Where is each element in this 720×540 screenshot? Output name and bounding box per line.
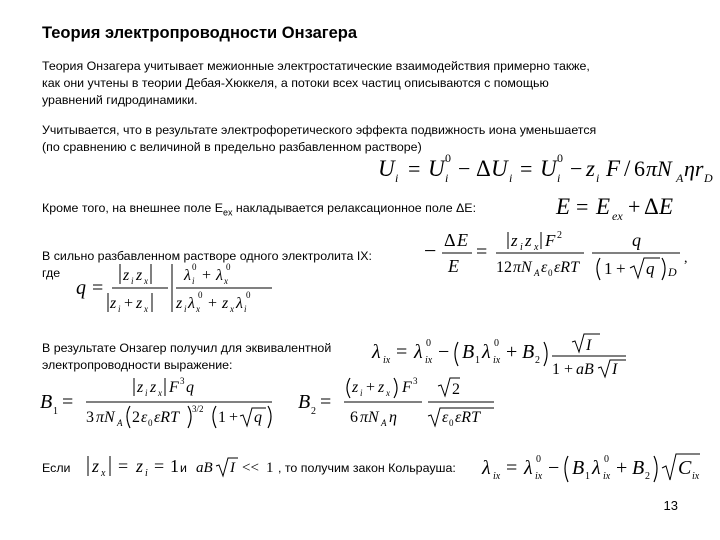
- svg-text:λ: λ: [236, 295, 243, 312]
- svg-text:ix: ix: [535, 471, 543, 482]
- paragraph-intro: [42, 58, 590, 109]
- svg-text:i: i: [244, 304, 247, 314]
- svg-text:−: −: [570, 156, 583, 181]
- svg-text:0: 0: [604, 454, 609, 465]
- svg-text:6: 6: [350, 409, 358, 426]
- svg-text:1: 1: [475, 355, 480, 366]
- svg-text:εRT: εRT: [554, 259, 579, 276]
- svg-text:+: +: [202, 267, 212, 284]
- formula-condition: [196, 452, 276, 480]
- svg-text:0: 0: [226, 262, 231, 272]
- svg-text:i: i: [145, 388, 148, 398]
- formula-mobility: [378, 150, 713, 186]
- text-line: где: [42, 266, 61, 280]
- svg-text:2: 2: [132, 409, 140, 426]
- svg-text:6: 6: [634, 156, 645, 181]
- svg-text:ix: ix: [692, 471, 700, 482]
- svg-text:+: +: [506, 341, 518, 363]
- svg-text:1: 1: [266, 460, 274, 476]
- svg-text:0: 0: [494, 338, 499, 349]
- svg-text:ηr: ηr: [684, 156, 704, 181]
- svg-text:1: 1: [604, 259, 613, 278]
- svg-text:B: B: [298, 391, 311, 413]
- svg-text:λ: λ: [592, 457, 601, 479]
- svg-text:U: U: [428, 156, 445, 181]
- paragraph-result: [42, 340, 331, 374]
- svg-text:z: z: [586, 156, 595, 181]
- svg-text:B: B: [40, 391, 53, 413]
- svg-text:ix: ix: [493, 471, 501, 482]
- svg-text:U: U: [491, 156, 508, 181]
- svg-text:i: i: [395, 171, 399, 185]
- svg-text:i: i: [360, 388, 363, 398]
- svg-text:=: =: [408, 156, 421, 181]
- svg-text:λ: λ: [188, 295, 195, 312]
- svg-text:1: 1: [218, 409, 226, 426]
- svg-text:z: z: [110, 295, 117, 312]
- svg-text:+: +: [229, 409, 239, 426]
- svg-text:−: −: [438, 341, 450, 363]
- svg-text:+: +: [366, 379, 376, 396]
- svg-text:i: i: [145, 468, 148, 479]
- svg-text:E: E: [457, 230, 468, 250]
- svg-text:3: 3: [413, 376, 418, 386]
- svg-text:+: +: [616, 259, 626, 278]
- svg-text:x: x: [230, 304, 234, 314]
- svg-text:λ: λ: [482, 457, 491, 479]
- text-line: (по сравнению с величиной в предельно разбавленном растворе): [42, 140, 422, 154]
- svg-text:x: x: [158, 388, 162, 398]
- svg-text:=: =: [576, 194, 589, 219]
- svg-text:=: =: [118, 456, 129, 476]
- svg-text:i: i: [118, 304, 121, 314]
- svg-text:z: z: [92, 456, 100, 476]
- svg-text:z: z: [136, 295, 143, 312]
- svg-text:εRT: εRT: [455, 409, 480, 426]
- svg-text:1: 1: [170, 456, 179, 476]
- svg-text:=: =: [92, 277, 104, 299]
- formula-q: [76, 260, 276, 314]
- svg-text:1: 1: [53, 406, 58, 417]
- svg-text:q: q: [646, 259, 655, 278]
- svg-text:i: i: [131, 276, 134, 286]
- svg-text:i: i: [192, 276, 195, 286]
- svg-text:η: η: [389, 409, 397, 426]
- svg-text:λ: λ: [372, 341, 381, 363]
- svg-text:ix: ix: [603, 471, 611, 482]
- svg-text:q: q: [76, 277, 86, 299]
- svg-text:+: +: [616, 457, 628, 479]
- svg-text:A: A: [676, 171, 684, 185]
- svg-text:A: A: [534, 268, 540, 278]
- svg-text:0: 0: [426, 338, 431, 349]
- svg-text:12: 12: [496, 259, 512, 276]
- text-line: В сильно разбавленном растворе одного электролита IX:: [42, 249, 372, 263]
- svg-text:=: =: [520, 156, 533, 181]
- svg-text:2: 2: [452, 381, 460, 398]
- svg-text:=: =: [396, 341, 408, 363]
- svg-text:ex: ex: [612, 209, 623, 223]
- text-line: уравнений гидродинамики.: [42, 93, 198, 107]
- svg-text:πN: πN: [360, 409, 379, 426]
- svg-text:i: i: [184, 304, 187, 314]
- svg-text:=: =: [506, 457, 518, 479]
- svg-text:aB: aB: [196, 460, 213, 476]
- svg-text:Δ: Δ: [444, 230, 456, 250]
- svg-text:ix: ix: [493, 355, 501, 366]
- svg-text:=: =: [476, 241, 488, 263]
- svg-text:z: z: [136, 267, 143, 284]
- svg-text:x: x: [386, 388, 390, 398]
- formula-conductivity: [372, 330, 632, 380]
- svg-text:I: I: [230, 460, 235, 476]
- text-line: Кроме того, на внешнее поле E: [42, 201, 223, 215]
- svg-text:πN: πN: [646, 156, 672, 181]
- svg-text:ε: ε: [541, 259, 548, 276]
- svg-text:i: i: [445, 171, 449, 185]
- svg-text:2: 2: [535, 355, 540, 366]
- svg-text:/: /: [624, 156, 631, 181]
- svg-text:B: B: [522, 341, 535, 363]
- svg-text:F: F: [545, 231, 556, 250]
- svg-text:0: 0: [148, 418, 153, 428]
- svg-text:z: z: [137, 379, 144, 396]
- svg-text:−: −: [458, 156, 471, 181]
- svg-text:0: 0: [192, 262, 197, 272]
- page-number: 13: [663, 498, 678, 513]
- svg-text:3: 3: [180, 376, 185, 386]
- svg-text:0: 0: [548, 268, 553, 278]
- svg-text:Δ: Δ: [476, 156, 491, 181]
- svg-text:0: 0: [246, 290, 251, 300]
- svg-text:z: z: [150, 379, 157, 396]
- svg-text:=: =: [320, 391, 332, 413]
- svg-text:B: B: [462, 341, 475, 363]
- svg-text:λ: λ: [524, 457, 533, 479]
- svg-text:ix: ix: [383, 355, 391, 366]
- svg-text:3/2: 3/2: [192, 404, 204, 414]
- svg-text:z: z: [511, 231, 518, 250]
- paragraph-relaxation: [42, 200, 476, 221]
- svg-text:+: +: [208, 295, 218, 312]
- svg-text:z: z: [525, 231, 532, 250]
- svg-text:2: 2: [311, 406, 316, 417]
- svg-text:εRT: εRT: [154, 409, 179, 426]
- svg-text:−: −: [424, 238, 437, 263]
- text-if: Если: [42, 461, 71, 475]
- text-line: Теория Онзагера учитывает межионные электростатические взаимодействия примерно также,: [42, 59, 590, 73]
- svg-text:ε: ε: [141, 409, 148, 426]
- svg-text:x: x: [144, 276, 148, 286]
- formula-comma: ,: [684, 251, 688, 266]
- formula-charge-unit: [86, 450, 180, 480]
- svg-text:1: 1: [585, 471, 590, 482]
- text-kohlrausch: , то получим закон Кольрауша:: [278, 461, 456, 475]
- text-and: и: [180, 461, 187, 475]
- text-line: электропроводности выражение:: [42, 358, 233, 372]
- svg-text:x: x: [196, 304, 200, 314]
- svg-text:q: q: [186, 379, 194, 396]
- svg-text:+: +: [628, 194, 641, 219]
- svg-text:z: z: [136, 456, 144, 476]
- svg-text:λ: λ: [482, 341, 491, 363]
- svg-text:i: i: [557, 171, 561, 185]
- svg-text:+: +: [564, 361, 574, 378]
- formula-relaxation-ratio: [424, 228, 704, 282]
- text-line: В результате Онзагер получил для эквивалентной: [42, 341, 332, 355]
- svg-text:x: x: [144, 304, 148, 314]
- text-line: как они учтены в теории Дебая-Хюккеля, а потоки всех частиц описываются с помощью: [42, 76, 549, 90]
- text-line: Учитывается, что в результате электрофоретического эффекта подвижность иона уменьшается: [42, 123, 597, 137]
- svg-text:3: 3: [86, 409, 94, 426]
- svg-text:B: B: [632, 457, 645, 479]
- svg-text:E: E: [448, 256, 459, 276]
- svg-text:z: z: [123, 267, 130, 284]
- svg-text:z: z: [378, 379, 385, 396]
- svg-text:i: i: [520, 242, 523, 253]
- svg-text:i: i: [509, 171, 513, 185]
- formula-field: [556, 190, 676, 222]
- svg-text:D: D: [668, 265, 677, 279]
- svg-text:λ: λ: [184, 267, 191, 284]
- svg-text:F: F: [606, 156, 621, 181]
- svg-text:2: 2: [645, 471, 650, 482]
- svg-text:x: x: [224, 276, 228, 286]
- svg-text:A: A: [117, 418, 123, 428]
- svg-text:aB: aB: [576, 361, 594, 378]
- svg-text:q: q: [254, 409, 262, 426]
- svg-text:x: x: [534, 242, 539, 253]
- text-line: накладывается релаксационное поле ΔE:: [232, 201, 477, 215]
- svg-text:<<: <<: [242, 460, 259, 476]
- svg-text:C: C: [678, 457, 692, 479]
- svg-text:Δ: Δ: [644, 194, 659, 219]
- svg-text:λ: λ: [216, 267, 223, 284]
- svg-text:ix: ix: [425, 355, 433, 366]
- svg-text:0: 0: [445, 151, 451, 165]
- svg-text:I: I: [586, 337, 592, 354]
- svg-text:z: z: [176, 295, 183, 312]
- svg-text:0: 0: [536, 454, 541, 465]
- svg-text:=: =: [154, 456, 165, 476]
- svg-text:U: U: [540, 156, 557, 181]
- slide-title: Теория электропроводности Онзагера: [42, 24, 358, 42]
- formula-b2: [298, 374, 498, 434]
- svg-text:U: U: [378, 156, 395, 181]
- svg-text:D: D: [704, 171, 713, 185]
- svg-text:1: 1: [552, 361, 560, 378]
- svg-text:z: z: [222, 295, 229, 312]
- subscript-ex: ex: [222, 207, 233, 218]
- svg-text:x: x: [101, 468, 106, 479]
- svg-text:−: −: [548, 457, 560, 479]
- svg-text:A: A: [381, 418, 387, 428]
- svg-text:0: 0: [449, 418, 454, 428]
- svg-text:πN: πN: [96, 409, 115, 426]
- svg-text:+: +: [124, 295, 134, 312]
- svg-text:q: q: [632, 230, 641, 250]
- svg-text:2: 2: [557, 230, 562, 241]
- svg-text:i: i: [596, 171, 600, 185]
- svg-text:E: E: [556, 194, 571, 219]
- svg-text:0: 0: [198, 290, 203, 300]
- svg-text:=: =: [62, 391, 74, 413]
- svg-text:λ: λ: [414, 341, 423, 363]
- svg-text:πN: πN: [513, 259, 532, 276]
- formula-kohlrausch: [482, 450, 702, 484]
- formula-b1: [40, 374, 280, 434]
- svg-text:E: E: [659, 194, 674, 219]
- svg-text:F: F: [169, 379, 179, 396]
- svg-text:B: B: [572, 457, 585, 479]
- svg-text:0: 0: [557, 151, 563, 165]
- svg-text:F: F: [402, 379, 412, 396]
- svg-text:z: z: [352, 379, 359, 396]
- svg-text:I: I: [612, 361, 618, 378]
- svg-text:ε: ε: [442, 409, 449, 426]
- svg-text:E: E: [596, 194, 611, 219]
